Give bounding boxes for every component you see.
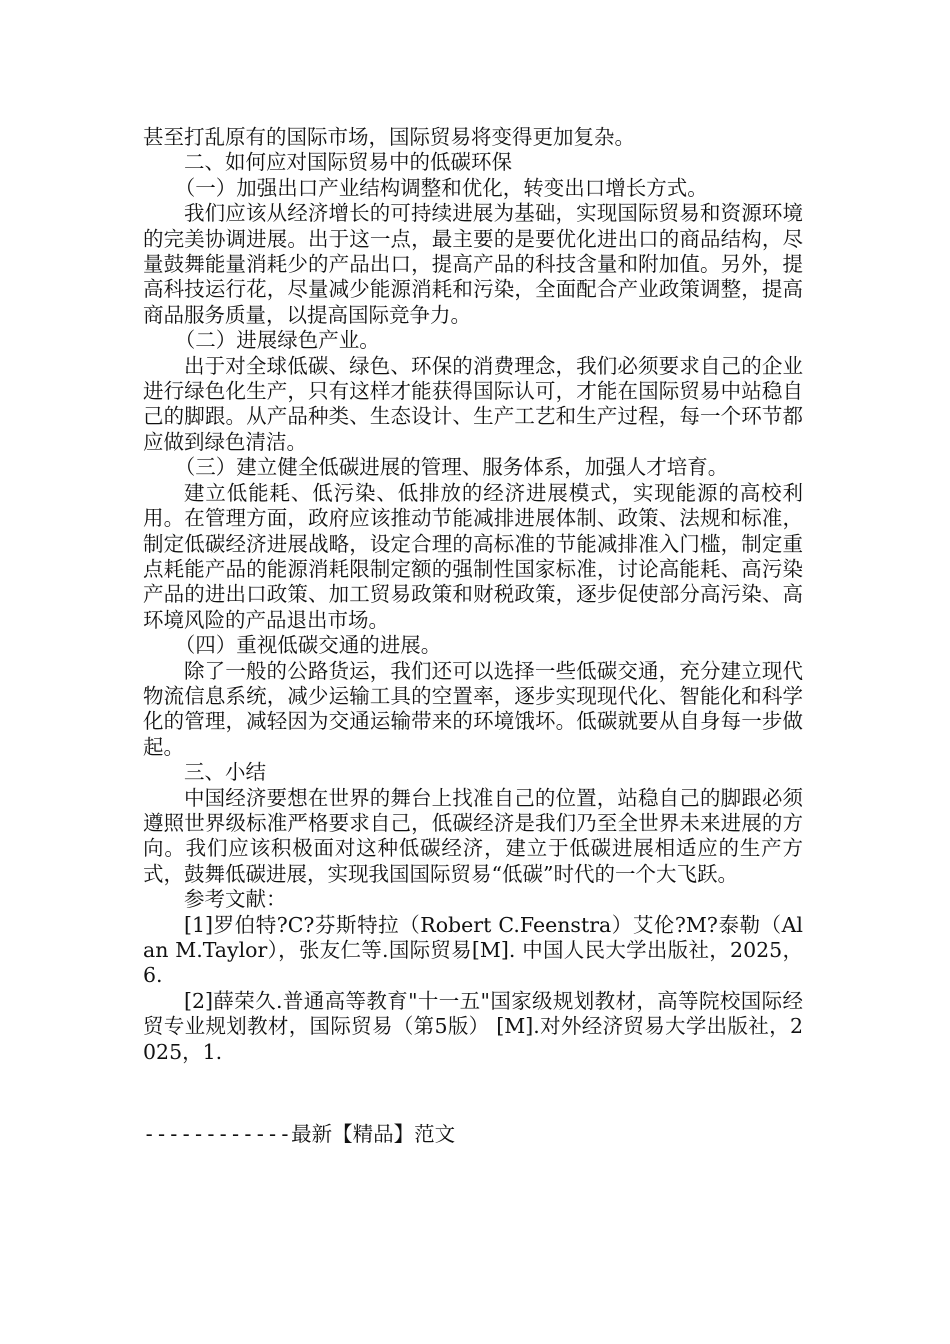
reference-1: [1]罗伯特?C?芬斯特拉（Robert C.Feenstra）艾伦?M?泰勒（Alan M.Taylor），张友仁等.国际贸易[M]. 中国人民大学出版社，2025，6. <box>143 912 803 988</box>
paragraph-1: 我们应该从经济增长的可持续进展为基础，实现国际贸易和资源环境的完美协调进展。出于这一点，最主要的是要优化进出口的商品结构，尽量鼓舞能量消耗少的产品出口，提高产品的科技含量和附加值。另外，提高科技运行花，尽量减少能源消耗和污染，全面配合产业政策调整，提高商品服务质量，以提高国际竞争力。 <box>143 201 803 327</box>
paragraph-continuation: 甚至打乱原有的国际市场，国际贸易将变得更加复杂。 <box>143 125 635 149</box>
document-body <box>143 125 803 1065</box>
references-heading: 参考文献： <box>184 887 287 912</box>
paragraph-4: 除了一般的公路货运，我们还可以选择一些低碳交通，充分建立现代物流信息系统，减少运输工具的空置率，逐步实现现代化、智能化和科学化的管理，减轻因为交通运输带来的环境饿坏。低碳就要从自身每一步做起。 <box>143 658 803 759</box>
section-heading-2: 二、如何应对国际贸易中的低碳环保 <box>184 150 512 175</box>
subheading-2: （二）进展绿色产业。 <box>174 328 380 353</box>
subheading-1: （一）加强出口产业结构调整和优化，转变出口增长方式。 <box>174 175 708 200</box>
reference-2: [2]薛荣久.普通高等教育"十一五"国家级规划教材，高等院校国际经贸专业规划教材，国际贸易（第5版） [M].对外经济贸易大学出版社，2025，1. <box>143 988 803 1064</box>
section-heading-3: 三、小结 <box>184 760 266 785</box>
paragraph-3: 建立低能耗、低污染、低排放的经济进展模式，实现能源的高校利用。在管理方面，政府应该推动节能减排进展体制、政策、法规和标准，制定低碳经济进展战略，设定合理的高标准的节能减排准入门槛，制定重点耗能产品的能源消耗限制定额的强制性国家标准，讨论高能耗、高污染产品的进出口政策、加工贸易政策和财税政策，逐步促使部分高污染、高环境风险的产品退出市场。 <box>143 480 803 632</box>
paragraph-5: 中国经济要想在世界的舞台上找准自己的位置，站稳自己的脚跟必须遵照世界级标准严格要求自己，低碳经济是我们乃至全世界未来进展的方向。我们应该积极面对这种低碳经济，建立于低碳进展相适应的生产方式，鼓舞低碳进展，实现我国国际贸易“低碳”时代的一个大飞跃。 <box>143 785 803 886</box>
paragraph-2: 出于对全球低碳、绿色、环保的消费理念，我们必须要求自己的企业进行绿色化生产，只有这样才能获得国际认可，才能在国际贸易中站稳自己的脚跟。从产品种类、生态设计、生产工艺和生产过程，每一个环节都应做到绿色清洁。 <box>143 353 803 454</box>
page-footer: ------------最新【精品】范文 <box>143 1122 456 1146</box>
subheading-3: （三）建立健全低碳进展的管理、服务体系，加强人才培育。 <box>174 455 729 480</box>
subheading-4: （四）重视低碳交通的进展。 <box>174 633 442 658</box>
